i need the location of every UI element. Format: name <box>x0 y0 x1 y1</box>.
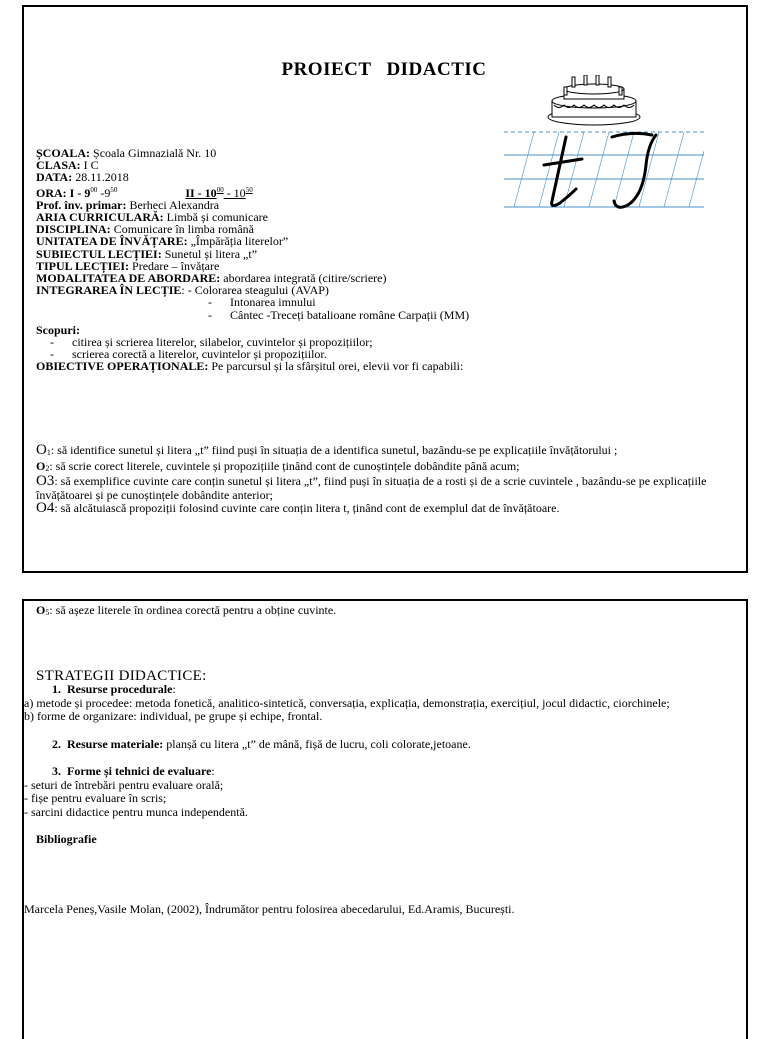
lesson-info <box>36 147 506 373</box>
eval-item: - seturi de întrebări pentru evaluare orală; <box>24 777 224 792</box>
objective-o4: O4: să alcătuiască propoziții folosind cuvinte care conțin litera t, ținând cont de exemplul dat de învățătoare. <box>36 500 560 516</box>
forme-evaluare-heading: 3. Forme și tehnici de evaluare: <box>52 764 215 778</box>
objective-o2: O2: să scrie corect literele, cuvintele și propozițiile ținând cont de cunoștințele dobândite până acum; <box>36 458 520 473</box>
resurse-materiale: 2. Resurse materiale: planșă cu litera „t” de mână, fișă de lucru, coli colorate,jetoane. <box>52 736 471 751</box>
scopuri-heading: Scopuri: <box>36 322 81 337</box>
info-row-integrarea: INTEGRAREA ÎN LECȚIE: - Colorarea steagului (AVAP) <box>36 283 329 298</box>
bibliografie-text: Marcela Peneș,Vasile Molan, (2002), Îndrumător pentru folosirea abecedarului, Ed.Aramis, București. <box>24 902 515 916</box>
info-row-subiectul: SUBIECTUL LECȚIEI: Sunetul și litera „t” <box>36 246 258 261</box>
scop-item: - scrierea corectă a literelor, cuvintelor și propozițiilor. <box>50 347 327 362</box>
scop-item: - citirea și scrierea literelor, silabelor, cuvintelor și propozițiilor; <box>50 335 373 350</box>
info-row-aria: ARIA CURRICULARĂ: Limbă și comunicare <box>36 210 268 225</box>
eval-item: - fișe pentru evaluare în scris; <box>24 791 167 805</box>
objectives-list <box>36 444 736 516</box>
info-row-unitatea: UNITATEA DE ÎNVĂȚARE: „Împărăția literelor” <box>36 234 289 249</box>
strategii-heading: STRATEGII DIDACTICE: <box>36 667 207 684</box>
info-row-tipul: TIPUL LECȚIEI: Predare – învățare <box>36 258 220 273</box>
info-row-modalitatea: MODALITATEA DE ABORDARE: abordarea integrată (citire/scriere) <box>36 271 387 286</box>
integrare-item: - Cântec -Treceți batalioane române Carpații (MM) <box>208 307 470 322</box>
cursive-letters <box>544 133 656 207</box>
handwriting-lines <box>504 132 704 207</box>
info-row-scoala: ȘCOALA: Școala Gimnazială Nr. 10 <box>36 146 217 160</box>
metode-text: a) metode și procedee: metoda fonetică, analitico-sintetică, conversația, explicația, demonstrația, exercițiul, jocul didactic, ciorchinele; <box>24 695 670 710</box>
page2-content <box>24 603 742 847</box>
obiective-heading: OBIECTIVE OPERAȚIONALE: Pe parcursul și la sfârșitul orei, elevii vor fi capabili: <box>36 359 464 374</box>
birthday-cake-icon <box>548 75 640 125</box>
eval-item: - sarcini didactice pentru munca independentă. <box>24 804 248 819</box>
info-row-prof: Prof. înv. primar: Berheci Alexandra <box>36 197 220 212</box>
document-page-2 <box>22 599 748 1039</box>
info-row-ora: ORA: I - $9^{00}$ $-9^{50}$ II - $10^{00} - 10^{50}$ <box>36 185 253 200</box>
objective-o3: O3: să exemplifice cuvinte care conțin sunetul și litera „t”, fiind puși în situația de a rosti și de a scrie cuvintele , bazându-se pe explicațiile învățătoarei și pe cunoștințele dobândite anterior; <box>36 473 707 502</box>
forme-organizare-text: b) forme de organizare: individual, pe grupe și echipe, frontal. <box>24 709 323 723</box>
letter-t-illustration <box>504 75 704 221</box>
bibliografie-heading: Bibliografie <box>36 832 97 846</box>
info-row-data: DATA: 28.11.2018 <box>36 170 129 185</box>
document-page-1 <box>22 5 748 573</box>
resurse-procedurale-heading: 1. Resurse procedurale: <box>52 682 176 696</box>
info-row-disciplina: DISCIPLINA: Comunicare în limba română <box>36 222 254 237</box>
document-title: PROIECT DIDACTIC <box>281 59 487 80</box>
info-row-clasa: CLASA: I C <box>36 158 99 173</box>
objective-o1: O1: să identifice sunetul și litera „t” fiind puși în situația de a identifica sunetul, bazându-se pe explicațiile învățătorului ; <box>36 442 618 458</box>
objective-o5: O5: să așeze literele în ordinea corectă pentru a obține cuvinte. <box>36 603 337 617</box>
integrare-item: - Intonarea imnului <box>208 295 316 310</box>
